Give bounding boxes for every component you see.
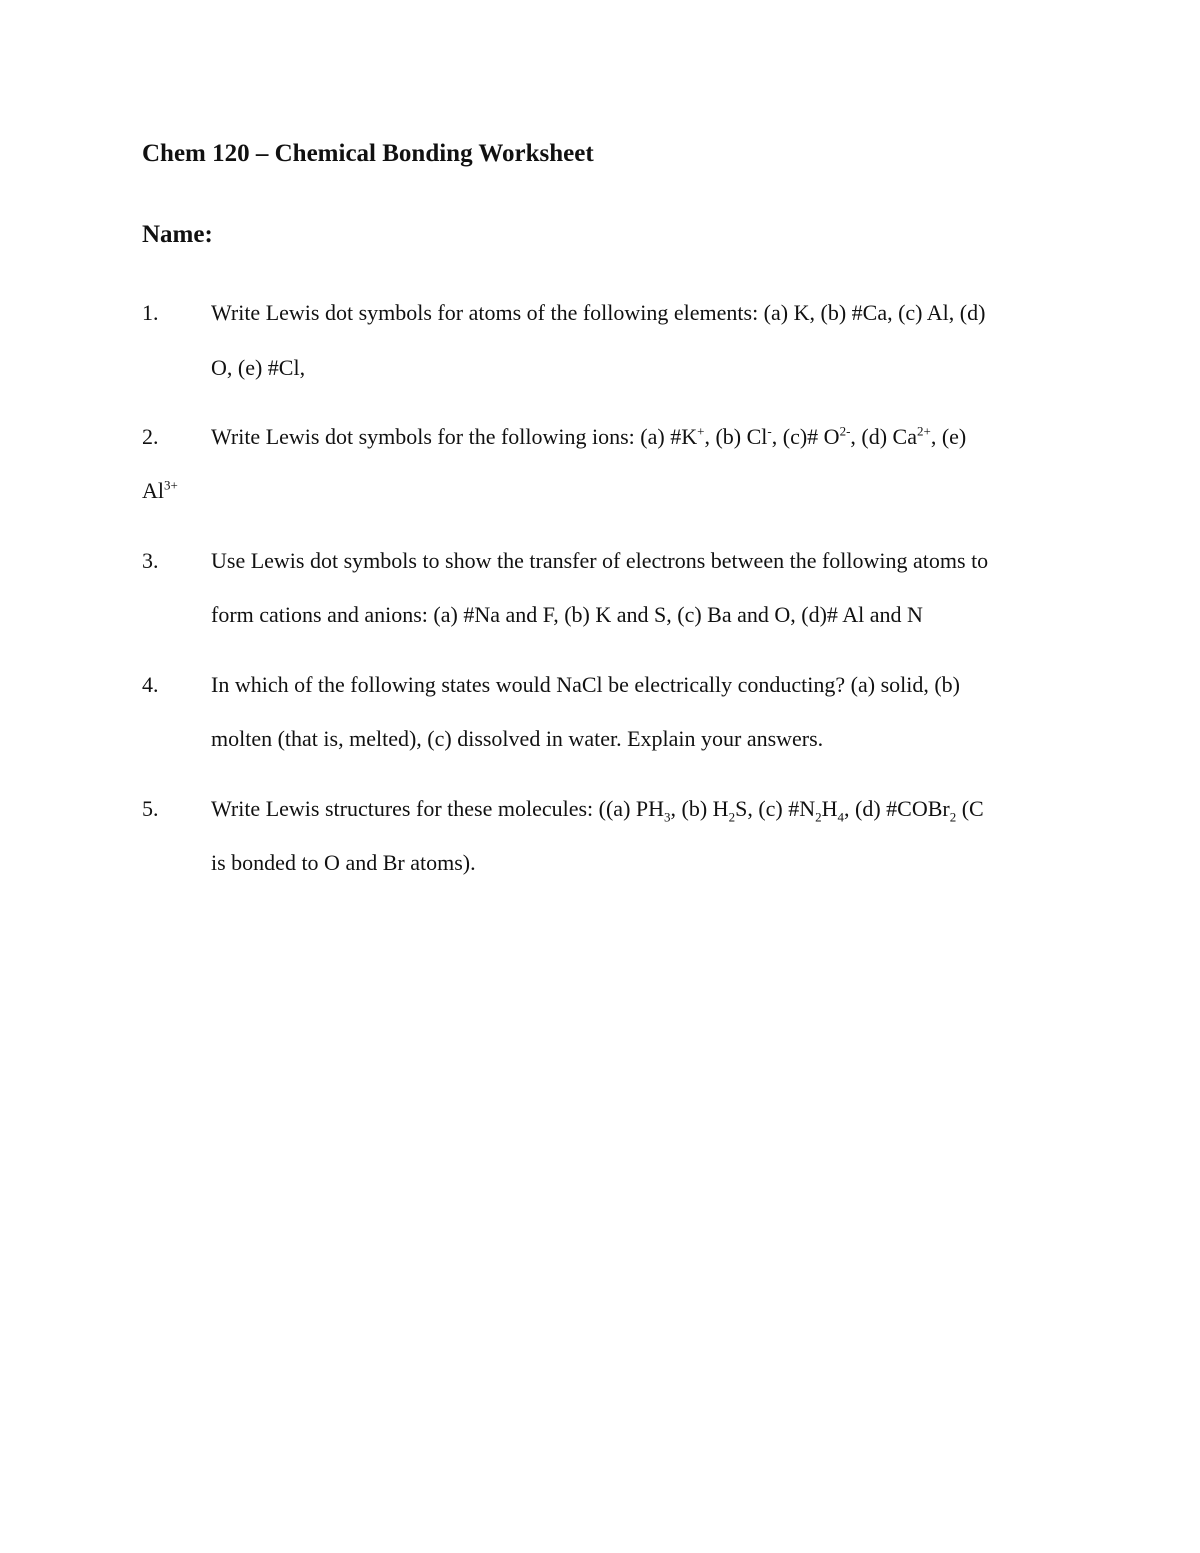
text-segment: In which of the following states would NaCl be electrically conducting? (a) solid, (b) — [211, 672, 961, 697]
name-label: Name: — [142, 221, 213, 248]
page-title: Chem 120 – Chemical Bonding Worksheet — [142, 140, 594, 167]
question-number-5: 5. — [142, 796, 159, 821]
question-2-line-2 — [142, 476, 178, 506]
question-1-line-1 — [211, 298, 985, 328]
text-segment: Use Lewis dot symbols to show the transfer of electrons between the following atoms to — [211, 548, 989, 573]
question-3-line-1 — [211, 546, 988, 576]
superscript-text: 2+ — [917, 423, 931, 439]
subscript-text: 2 — [728, 809, 736, 825]
question-number-1: 1. — [142, 300, 159, 325]
superscript-text: - — [767, 423, 772, 439]
text-segment: , (e) — [930, 424, 967, 449]
text-segment: Write Lewis structures for these molecules: ((a) PH — [211, 796, 665, 821]
text-segment: molten (that is, melted), (c) dissolved in water. Explain your answers. — [211, 726, 824, 751]
question-number-3: 3. — [142, 548, 159, 573]
text-segment: , (b) H — [670, 796, 729, 821]
subscript-text: 3 — [664, 809, 671, 825]
text-segment: form cations and anions: (a) #Na and F, (b) K and S, (c) Ba and O, (d)# Al and N — [211, 602, 923, 627]
superscript-text: 3+ — [164, 477, 178, 493]
text-segment: S, (c) #N — [735, 796, 816, 821]
superscript-text: + — [697, 423, 705, 439]
text-segment: Write Lewis dot symbols for the following ions: (a) #K — [211, 424, 698, 449]
text-segment: , (d) #COBr — [844, 796, 950, 821]
subscript-text: 2 — [949, 809, 957, 825]
text-segment: (C — [956, 796, 984, 821]
text-segment: , (b) Cl — [704, 424, 768, 449]
text-segment: H — [821, 796, 838, 821]
question-number-4: 4. — [142, 672, 159, 697]
subscript-text: 2 — [815, 809, 822, 825]
question-number-2: 2. — [142, 424, 159, 449]
text-segment: , (c)# O — [771, 424, 840, 449]
question-4-line-2 — [211, 724, 823, 754]
text-segment: is bonded to O and Br atoms). — [211, 850, 476, 875]
text-segment: , (d) Ca — [850, 424, 917, 449]
question-3-line-2 — [211, 600, 923, 630]
question-2-line-1 — [211, 422, 966, 452]
subscript-text: 4 — [837, 809, 845, 825]
question-4-line-1 — [211, 670, 960, 700]
superscript-text: 2- — [839, 423, 851, 439]
text-segment: Write Lewis dot symbols for atoms of the following elements: (a) K, (b) #Ca, (c) Al, (d) — [211, 300, 986, 325]
question-5-line-1 — [211, 794, 984, 824]
question-5-line-2 — [211, 848, 476, 878]
text-segment: Al — [142, 478, 164, 503]
question-1-line-2 — [211, 353, 305, 383]
text-segment: O, (e) #Cl, — [211, 355, 306, 380]
